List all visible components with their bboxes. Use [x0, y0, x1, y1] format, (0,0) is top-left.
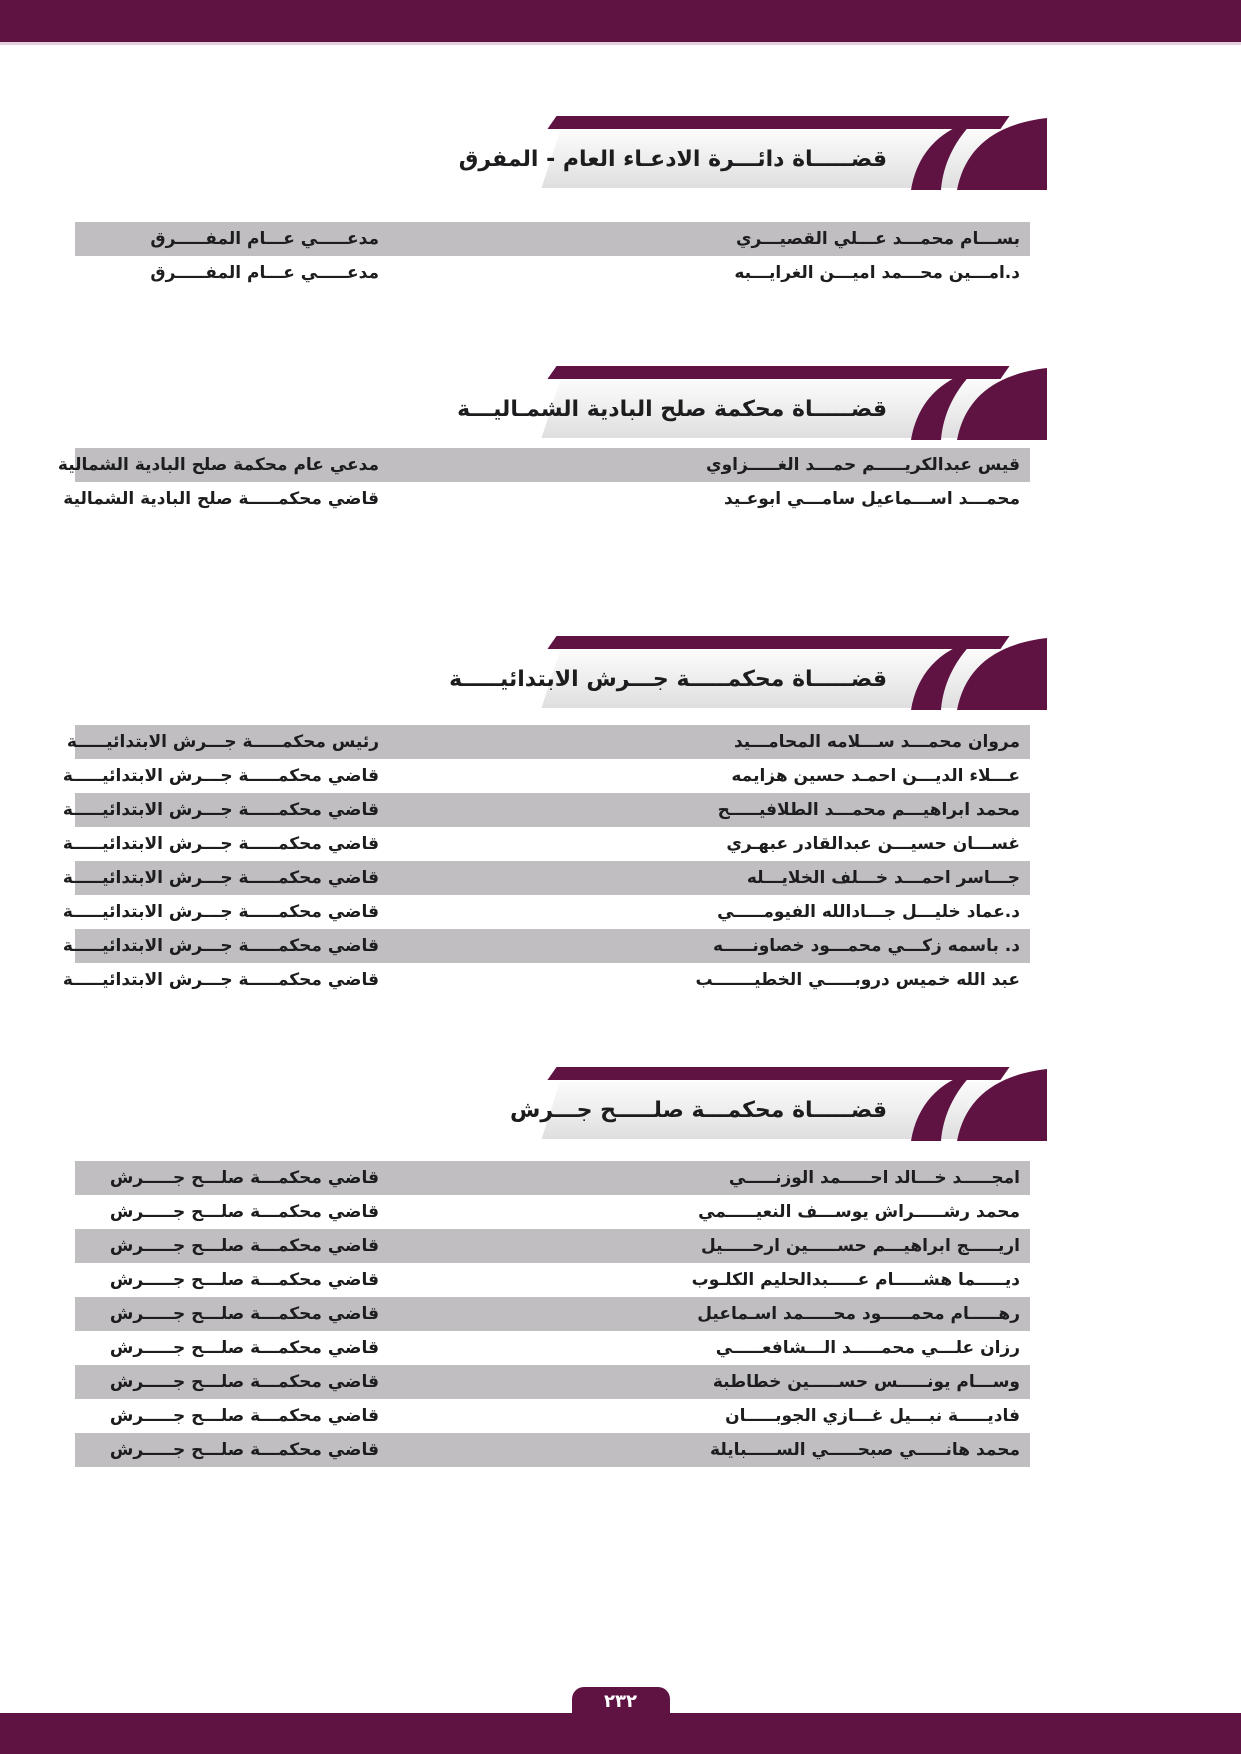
judge-row: [62, 895, 1030, 929]
judge-row: [75, 1399, 1030, 1433]
judge-name: عبد الله خميس دروبـــــي الخطيـــــــب: [695, 970, 1020, 990]
section-northern-badia-court: [0, 366, 1241, 516]
section-title: قضـــــاة دائـــرة الادعـاء العام - المفرق: [458, 147, 887, 172]
judge-role: مدعـــــي عـــام المفـــــرق: [150, 263, 379, 283]
judge-row: [75, 1297, 1030, 1331]
judge-role: قاضي محكمـــة صلـــح جـــــرش: [109, 1236, 379, 1256]
judge-name: عـــلاء الديـــن احمـد حسين هزايمه: [731, 766, 1020, 786]
section-banner: [458, 116, 1035, 188]
judge-row: [57, 448, 1030, 482]
judge-name: فاديـــــة نبـــيل غـــازي الجوبـــــان: [725, 1406, 1020, 1426]
judge-role: قاضي محكمـــــة جـــرش الابتدائيـــــة: [62, 834, 379, 854]
judges-list: [75, 222, 1030, 290]
judge-name: د.عماد خليـــل جـــادالله الفيومـــــي: [717, 902, 1020, 922]
judge-role: رئيس محكمـــــة جـــرش الابتدائيـــــة: [66, 732, 379, 752]
judge-role: قاضي محكمـــة صلـــح جـــــرش: [109, 1270, 379, 1290]
judge-role: قاضي محكمـــــة صلح البادية الشمالية: [63, 489, 379, 509]
judge-row: [75, 1263, 1030, 1297]
section-prosecution-mafraq: [0, 116, 1241, 290]
section-jerash-magistrate-court: [0, 1067, 1241, 1467]
judge-role: قاضي محكمـــة صلـــح جـــــرش: [109, 1168, 379, 1188]
judge-row: [62, 963, 1030, 997]
judge-name: قيس عبدالكريـــــم حمـــد الغـــــزاوي: [706, 455, 1020, 475]
judge-name: بســـام محمـــد عـــلي القصيـــري: [735, 229, 1020, 249]
judge-row: [75, 1229, 1030, 1263]
judge-name: وســـام يونـــــس حســـــين خطاطبة: [712, 1372, 1020, 1392]
judge-role: قاضي محكمـــة صلـــح جـــــرش: [109, 1440, 379, 1460]
judge-role: قاضي محكمـــــة جـــرش الابتدائيـــــة: [62, 800, 379, 820]
judge-role: قاضي محكمـــة صلـــح جـــــرش: [109, 1406, 379, 1426]
judge-row: [75, 1331, 1030, 1365]
judge-role: قاضي محكمـــة صلـــح جـــــرش: [109, 1338, 379, 1358]
judge-name: غســـان حسيـــن عبدالقادر عبهـري: [726, 834, 1020, 854]
judge-row: [75, 1161, 1030, 1195]
judge-row: [75, 1195, 1030, 1229]
page-number-tab: [572, 1687, 670, 1713]
section-banner: [449, 636, 1035, 708]
judge-name: د.امـــين محـــمد اميـــن الغرايـــبه: [734, 263, 1020, 283]
judge-row: [62, 793, 1030, 827]
section-jerash-first-instance-court: [0, 636, 1241, 997]
footer-bar: [0, 1713, 1241, 1754]
section-title: قضـــــاة محكمـــــة جـــرش الابتدائيـــــة: [449, 667, 887, 692]
judge-name: محمـــد اســـماعيل سامـــي ابوعـيد: [724, 489, 1020, 509]
judge-name: امجـــــد خـــالد احـــــمد الوزنـــــي: [728, 1168, 1020, 1188]
judge-role: قاضي محكمـــــة جـــرش الابتدائيـــــة: [62, 902, 379, 922]
judge-row: [62, 759, 1030, 793]
section-banner: [457, 366, 1035, 438]
swoosh-icon: [895, 366, 1047, 440]
judge-role: قاضي محكمـــــة جـــرش الابتدائيـــــة: [62, 868, 379, 888]
judges-list: [75, 1161, 1030, 1467]
top-bar: [0, 0, 1241, 45]
judge-role: قاضي محكمـــــة جـــرش الابتدائيـــــة: [62, 766, 379, 786]
judge-name: محمد رشـــــراش يوســـف النعيـــــمي: [698, 1202, 1020, 1222]
judge-role: قاضي محكمـــة صلـــح جـــــرش: [109, 1202, 379, 1222]
judge-name: د. باسمه زكـــي محمـــود خصاونـــــه: [712, 936, 1020, 956]
judge-role: مدعـــــي عـــام المفـــــرق: [150, 229, 379, 249]
judges-list: [57, 448, 1030, 516]
judge-role: قاضي محكمـــــة جـــرش الابتدائيـــــة: [62, 936, 379, 956]
page-number: ٢٣٢: [604, 1691, 637, 1712]
judge-role: قاضي محكمـــــة جـــرش الابتدائيـــــة: [62, 970, 379, 990]
judge-role: مدعي عام محكمة صلح البادية الشمالية: [57, 455, 379, 475]
judges-list: [62, 725, 1030, 997]
section-banner: [490, 1067, 1035, 1139]
judge-row: [75, 256, 1030, 290]
judge-row: [75, 222, 1030, 256]
judge-row: [62, 861, 1030, 895]
judge-row: [75, 1365, 1030, 1399]
judge-row: [63, 482, 1030, 516]
judge-name: مروان محمـــد ســـلامه المحامـــيد: [733, 732, 1020, 752]
judge-name: رهـــــام محمـــــود محـــــمد اسـماعيل: [697, 1304, 1020, 1324]
judge-name: رزان علـــي محمـــــد الـــشافعـــــي: [715, 1338, 1020, 1358]
section-title: قضـــــاة محكمـــة صلـــــح جـــرش: [510, 1098, 887, 1123]
judge-role: قاضي محكمـــة صلـــح جـــــرش: [109, 1372, 379, 1392]
swoosh-icon: [895, 116, 1047, 190]
judge-row: [66, 725, 1030, 759]
judge-role: قاضي محكمـــة صلـــح جـــــرش: [109, 1304, 379, 1324]
judge-name: ديـــــما هشـــــام عـــــبدالحليم الكلـوب: [691, 1270, 1020, 1290]
section-title: قضـــــاة محكمة صلح البادية الشمـاليـــة: [457, 397, 887, 422]
judge-row: [62, 827, 1030, 861]
judge-name: جـــاسر احمـــد خـــلف الخلايـــله: [746, 868, 1020, 888]
judge-name: محمد ابراهيـــم محمـــد الطلافيـــــح: [717, 800, 1020, 820]
swoosh-icon: [895, 1067, 1047, 1141]
judge-row: [75, 1433, 1030, 1467]
judge-name: محمد هانـــــي صبحـــــي الســـــبايلة: [710, 1440, 1020, 1460]
swoosh-icon: [895, 636, 1047, 710]
judge-name: اريـــــج ابراهيـــم حســـــين ارحـــــيل: [700, 1236, 1020, 1256]
judge-row: [62, 929, 1030, 963]
